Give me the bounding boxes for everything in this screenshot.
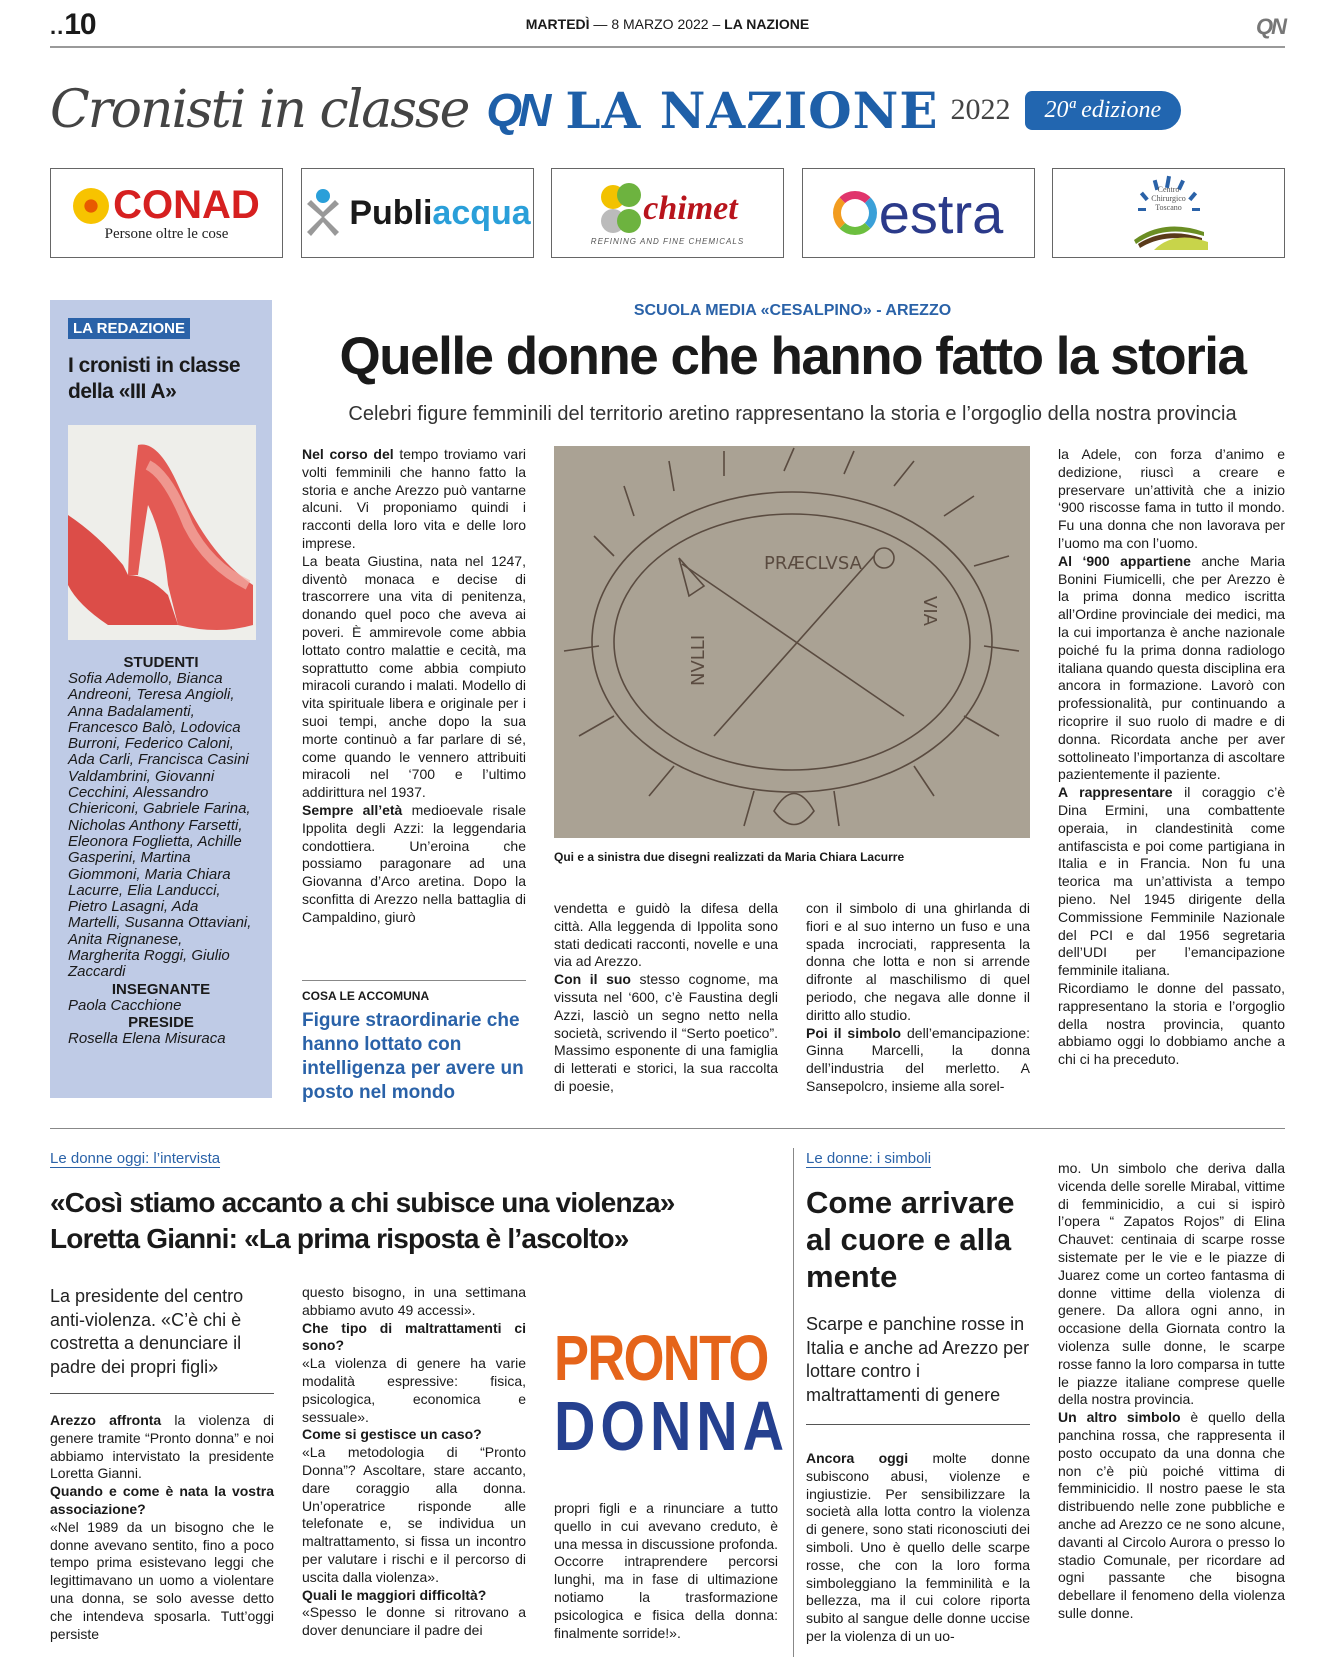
paragraph-text: la violenza di genere tramite “Pronto donna” e noi abbiamo intervistato la presidente Loretta Gianni. — [50, 1412, 274, 1482]
article-column-5 — [1058, 446, 1285, 1069]
paragraph-text: «Nel 1989 da un bisogno che le donne avevano sentito, fino a poco tempo prima esistevano leggi che legittimavano un uomo a violentare una donna, se solo avesse detto che intendeva sposarla. Tutt’oggi persiste — [50, 1518, 274, 1642]
symbols-column-1 — [806, 1450, 1030, 1646]
sponsor-name: chimet — [643, 189, 738, 227]
principal-name: Rosella Elena Misuraca — [68, 1029, 226, 1047]
drawing-motto-left: NVLLI — [688, 634, 709, 686]
paragraph — [1058, 784, 1285, 980]
paragraph-text: propri figli e a rinunciare a tutto quello in cui avevano creduto, è una messa in discussione profonda. Occorre intraprendere percorsi lunghi, ma in fase di ultimazione notiamo la trasformazione psicologica e fisica della donna: finalmente sorride!». — [554, 1500, 778, 1641]
qn-logo: QN — [486, 84, 548, 136]
page-number-value: 10 — [64, 8, 96, 41]
paragraph-text: è quello della panchina rossa, che rappresenta il posto occupato da una donna che non c’è più poiché vittima di femminicidio. Il nostro paese le sta distribuendo nelle zone pubbliche e anche ad Arezzo ce ne sono alcune, davanti al Circolo Aurora o presso lo stadio Comunale, per ricordare ad ogni passante che bisogna debellare il fenomeno della violenza sulle donne. — [1058, 1409, 1285, 1621]
class-roster — [68, 654, 254, 1047]
redazione-title: I cronisti in classe della «III A» — [68, 354, 241, 403]
person-icon — [303, 188, 343, 238]
article-kicker: SCUOLA MEDIA «CESALPINO» - AREZZO — [633, 302, 952, 319]
section-divider — [50, 1128, 1285, 1129]
dateline-date: 8 MARZO 2022 — [611, 16, 709, 32]
paragraph-lead: Quali le maggiori difficoltà? — [302, 1586, 487, 1603]
interview-headline — [50, 1185, 785, 1257]
pull-quote-box — [302, 980, 526, 1105]
sponsor-chimet[interactable] — [551, 168, 784, 258]
paragraph — [302, 446, 526, 553]
paragraph-text: vendetta e guidò la difesa della città. Alla leggenda di Ippolita sono stati dedicati racconti, novelle e una via ad Arezzo. — [554, 900, 778, 970]
symbols-section-tag: Le donne: i simboli — [806, 1150, 932, 1167]
project-banner — [50, 70, 1285, 150]
qn-corner-logo: QN — [1256, 14, 1285, 39]
paragraph — [302, 802, 526, 927]
pronto-donna-logo — [554, 1322, 790, 1465]
dek-divider — [806, 1424, 1030, 1425]
shoe-illustration — [68, 425, 256, 640]
wreath-drawing — [554, 446, 1030, 838]
edition-badge: 20ª edizione — [1025, 91, 1182, 130]
flower-icon — [73, 188, 109, 224]
symbols-headline: Come arrivare al cuore e alla mente — [806, 1185, 1015, 1294]
paragraph-lead: Ancora oggi — [806, 1450, 909, 1466]
paragraph — [806, 900, 1030, 1025]
banner-year: 2022 — [950, 93, 1011, 126]
dateline-day: MARTEDÌ — [525, 16, 590, 32]
paragraph — [806, 1450, 1030, 1646]
paragraph-text: con il simbolo di una ghirlanda di fiori e al suo interno un fuso e una spada incrociati, rappresenta la donna che lotta e non si arrende difronte al maschilismo di quel periodo, che negava alle donne il diritto allo studio. — [806, 900, 1030, 1023]
paragraph — [302, 1604, 526, 1640]
drawing-caption: Qui e a sinistra due disegni realizzati da Maria Chiara Lacurre — [554, 850, 905, 864]
clover-icon — [597, 181, 643, 237]
paragraph-text: la Adele, con forza d’animo e dedizione, riuscì a creare e preservare un’attività che a inizio ‘900 riscosse fama in tutto il mondo. Fu una donna che non lavorava per l’uomo ma con l’uomo. — [1058, 446, 1285, 551]
teacher-heading: INSEGNANTE — [111, 980, 211, 998]
paragraph — [50, 1483, 274, 1519]
dek-divider — [50, 1393, 274, 1394]
paragraph-lead: Sempre all’età — [302, 801, 403, 818]
interview-dek: La presidente del centro anti-violenza. «C’è chi è costretta a denunciare il padre dei propri figli» — [50, 1286, 244, 1377]
page-dots: .. — [50, 14, 65, 39]
pull-quote-label: COSA LE ACCOMUNA — [302, 989, 430, 1003]
ring-icon — [833, 191, 877, 235]
paragraph — [302, 1444, 526, 1586]
paragraph — [806, 1025, 1030, 1096]
paragraph-text: La beata Giustina, nata nel 1247, diventò monaca e decise di trascorrere una vita di penitenza, donando quel poco che aveva ai poveri. È ammirevole come abbia lottato contro malattie e cecità, ma soprattutto come abbia compiuto miracoli curando i malati. Modello di vita spirituale libera e originale per i suoi tempi, anche dopo la sua morte continuò a far parlare di sé, come quando le vennero attribuiti miracoli nel ‘700 e l’ultimo addirittura nel 1937. — [302, 552, 526, 801]
paragraph-text: questo bisogno, in una settimana abbiamo avuto 49 accessi». — [302, 1284, 526, 1318]
paragraph — [302, 1426, 526, 1444]
paragraph-text: mo. Un simbolo che deriva dalla vicenda delle sorelle Mirabal, vittime di femminicidio, a cui si ispirò l’opera “ Zapatos Rojos” di Elina Chauvet: centinaia di scarpe rosse sistemate per le vie e le piazze di Juarez come un corteo fantasma di donne vittime della violenza di genere. Da allora ogni anno, in occasione della Giornata contro la violenza sulle donne, le scarpe rosse fanno la loro comparsa in tutte le piazze italiane comprese quelle della nostra provincia. — [1058, 1160, 1285, 1408]
paragraph-lead: A rappresentare — [1058, 784, 1173, 801]
paragraph-text: «La violenza di genere ha varie modalità espressive: fisica, psicologica, economica e sessuale». — [302, 1355, 526, 1425]
article-column-4 — [806, 900, 1030, 1096]
drawing-motto-top: PRÆCLVSA — [764, 553, 862, 574]
paragraph-text: il coraggio c’è Dina Ermini, una combattente operaia, in clandestinità come antifascista e poi come partigiana in Italia e in Francia. Non fu una teorica ma un’attivista a tempo pieno. Nel 1945 dirigente della Commissione Femminile Nazionale del PCI e dal 1956 segretaria dell’UDI per l’emancipazione femminile italiana. — [1058, 784, 1286, 979]
sponsor-row — [50, 168, 1285, 258]
paragraph-lead: Nel corso del — [302, 446, 394, 462]
paragraph — [302, 1284, 526, 1320]
paragraph-text: dell’emancipazione: Ginna Marcelli, la donna dell’industria del merletto. A Sansepolcro, insieme alla sorel- — [806, 1024, 1030, 1094]
project-title: Cronisti in classe — [50, 80, 469, 140]
symbols-dek: Scarpe e panchine rosse in Italia e anche ad Arezzo per lottare contro i maltrattamenti di genere — [806, 1314, 1030, 1405]
paragraph — [1058, 1409, 1285, 1623]
newspaper-logo: LA NAZIONE — [565, 80, 939, 140]
paragraph — [554, 900, 778, 971]
article-column-1 — [302, 446, 526, 927]
sponsor-name: Centro Chirurgico Toscano — [1151, 184, 1186, 212]
interview-column-3 — [554, 1500, 778, 1642]
paragraph-lead: Che tipo di maltrattamenti ci sono? — [302, 1319, 526, 1354]
paragraph — [1058, 980, 1285, 1069]
paragraph-lead: Quando e come è nata la vostra associazione? — [50, 1483, 274, 1517]
sponsor-publiacqua[interactable] — [301, 168, 534, 258]
drawing-motto-right: VIA — [919, 596, 940, 626]
red-shoe-drawing — [68, 425, 256, 640]
paragraph-text: molte donne subiscono abusi, violenze e ingiustizie. Per sensibilizzare la società alla lotta contro la violenza di genere, sono stati riconosciuti dei simboli. Uno è quello delle scarpe rosse, che con la loro forma simboleggiano la femminilità e la bellezza, ma il cui colore riporta subito al sangue delle donne uccise per la violenza di un uo- — [806, 1450, 1031, 1644]
paragraph-lead: Arezzo affronta — [50, 1412, 162, 1428]
students-heading: STUDENTI — [123, 654, 199, 671]
sponsor-tagline: Persone oltre le cose — [104, 226, 229, 242]
paragraph — [554, 971, 778, 1096]
paragraph — [50, 1519, 274, 1644]
logo-donna: DONNA — [554, 1387, 790, 1465]
paragraph — [302, 553, 526, 802]
paragraph — [50, 1412, 274, 1483]
paragraph-text: «Spesso le donne si ritrovano a dover denunciare il padre dei — [302, 1604, 526, 1639]
page-header — [50, 8, 1285, 48]
paragraph-text: tempo troviamo vari volti femminili che hanno fatto la storia e anche Arezzo può vantarne alcuni. Vi proponiamo quindi i racconti della loro vita e delle loro imprese. — [302, 446, 526, 551]
paragraph-lead: Al ‘900 appartiene — [1058, 552, 1191, 569]
interview-headline-line-2: Loretta Gianni: «La prima risposta è l’ascolto» — [50, 1223, 629, 1254]
interview-headline-line-1: «Così stiamo accanto a chi subisce una violenza» — [50, 1187, 675, 1218]
paragraph — [302, 1587, 526, 1605]
paragraph-text: stesso cognome, ma vissuta nel ‘600, c’è Faustina degli Azzi, lasciò un segno netto nella società, scrivendo il “Serto poetico”. Massimo esponente di una famiglia di letterati e storici, la sua raccolta di poesie, — [554, 971, 778, 1094]
students-list: Sofia Ademollo, Bianca Andreoni, Teresa Angioli, Anna Badalamenti, Francesco Balò, Lodovica Burroni, Federico Caloni, Ada Carli, Francisca Casini Valdambrini, Giovanni Cecchini, Alessandro Chiericoni, Gabriele Farina, Nicholas Anthony Farsetti, Eleonora Foglietta, Achille Gasperini, Martina Giommoni, Maria Chiara Lacurre, Elia Landucci, Pietro Lasagni, Ada Martelli, Susanna Ottaviani, Anita Rignanese, Margherita Roggi, Giulio Zaccardi — [68, 670, 252, 981]
article-headline: Quelle donne che hanno fatto la storia — [339, 327, 1246, 386]
paragraph — [302, 1320, 526, 1356]
sponsor-name: Publi — [349, 193, 433, 232]
paragraph-text: «La metodologia di “Pronto Donna”? Ascoltare, stare accanto, dare coraggio alla donna. Un’operatrice risponde alle telefonate e, se individua un maltrattamento, si fissa un incontro per valutare i rischi e il percorso di uscita dalla violenza». — [302, 1444, 526, 1585]
principal-heading: PRESIDE — [128, 1013, 194, 1031]
paragraph — [1058, 446, 1285, 553]
article-standfirst: Celebri figure femminili del territorio aretino rappresentano la storia e l’orgoglio della nostra provincia — [348, 403, 1237, 425]
redazione-label: LA REDAZIONE — [68, 318, 190, 339]
redazione-sidebar — [50, 300, 272, 1098]
symbols-column-2 — [1058, 1160, 1285, 1623]
interview-section-tag: Le donne oggi: l’intervista — [50, 1150, 221, 1167]
wreath-illustration — [554, 446, 1030, 838]
logo-pronto: PRONTO — [554, 1322, 768, 1394]
teacher-name: Paola Cacchione — [68, 996, 182, 1014]
paragraph — [302, 1355, 526, 1426]
pull-quote-text: Figure straordinarie che hanno lottato con intelligenza per avere un posto nel mondo — [302, 1010, 524, 1103]
paragraph — [1058, 553, 1285, 784]
interview-column-1 — [50, 1412, 274, 1643]
sponsor-estra[interactable] — [802, 168, 1035, 258]
paragraph-text: Ricordiamo le donne del passato, rappresentano la storia e l’orgoglio della nostra provincia, quanto abbiamo oggi lo dobbiamo anche a chi ci ha preceduto. — [1058, 979, 1285, 1068]
sponsor-name: estra — [878, 181, 1004, 245]
sponsor-tagline: REFINING AND FINE CHEMICALS — [590, 236, 745, 246]
dateline: MARTEDÌ — 8 MARZO 2022 – LA NAZIONE — [525, 16, 810, 32]
interview-column-2 — [302, 1284, 526, 1640]
dateline-paper: LA NAZIONE — [724, 16, 810, 32]
sponsor-centro-chirurgico[interactable] — [1052, 168, 1285, 258]
paragraph — [1058, 1160, 1285, 1409]
sponsor-name-suffix: acqua — [432, 193, 531, 232]
article-column-3 — [554, 900, 778, 1096]
paragraph-lead: Un altro simbolo — [1058, 1409, 1181, 1426]
paragraph-text: anche Maria Bonini Fiumicelli, che per Arezzo è la prima donna medico iscritta all’Ordine provinciale dei medici, ma la cui importanza è anche nazionale poiché fu la prima donna radiologo italiana quando questa disciplina era ancora in formazione. Lavorò con professionalità, pur continuando a ricoprire il suo ruolo di madre e di donna. Ricordata anche per aver sottolineato l’importanza di ascoltare pazientemente il paziente. — [1058, 552, 1286, 783]
sponsor-conad[interactable] — [50, 168, 283, 258]
paragraph-lead: Poi il simbolo — [806, 1024, 902, 1041]
column-divider — [793, 1148, 794, 1657]
paragraph-lead: Con il suo — [554, 971, 631, 988]
paragraph-lead: Come si gestisce un caso? — [302, 1426, 482, 1443]
paragraph — [554, 1500, 778, 1642]
sponsor-name: CONAD — [113, 183, 260, 227]
paragraph-text: medioevale risale Ippolita degli Azzi: la leggendaria condottiera. Un’eroina che possiamo paragonare ad una Giovanna d’Arco aretina. Dopo la sconfitta di Arezzo nella battaglia di Campaldino, giurò — [302, 801, 526, 925]
